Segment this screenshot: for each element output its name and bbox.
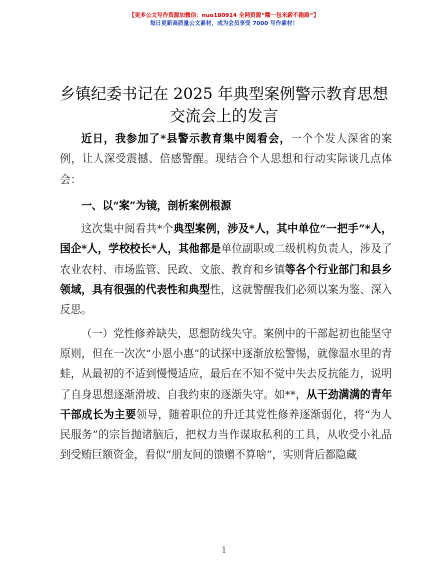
page-number: 1 xyxy=(221,546,227,555)
title-line-2: 交流会上的发言 xyxy=(169,107,279,125)
title-line-1: 乡镇纪委书记在 2025 年典型案例警示教育思想 xyxy=(59,85,389,103)
section-heading-1: 一、以“案”为镜，剖析案例根源 xyxy=(81,199,232,212)
intro-lead: 近日，我参加了*县警示教育集中阅看会， xyxy=(81,133,291,145)
document-body xyxy=(60,129,392,466)
overview-text-1: 这次集中阅看共*个 xyxy=(81,223,174,236)
subsection-text-2: 领导，随着职位的升迁其党性修养逐渐弱化，将“为人民服务”的宗旨抛诸脑后，把权力当作谋取私利的工具，从收受小礼品到受贿巨额资金，看似“朋友间的馈赠不算啥”，实则背后都隐藏 xyxy=(60,408,392,462)
overview-bold-1: 典型案例，涉及*人，其中单位“一把手”*人，国企*人，学校校长*人，其他都是 xyxy=(60,223,393,256)
overview-text-2: 单位副职或二级机构负责人，涉及了农业农村、市场监管、民政、文旅、教育和乡镇 xyxy=(60,243,392,276)
promo-banner-line-1: 【更多公文写作资源加微信：nuo180914 全网资源“糯一包米薪不跑路”】 xyxy=(129,13,319,19)
promo-banner-line-2: 每日更新高质量公文素材，成为会员享受 7000 写作素材！ xyxy=(149,21,299,27)
case-overview-paragraph xyxy=(60,219,392,320)
intro-rest: 一个个发人深省的案例，让人深受震撼、倍感警醒。现结合个人思想和行动实际谈几点体会： xyxy=(60,133,392,186)
overview-text-3: 性，这就警醒我们必须以案为鉴、深入反思。 xyxy=(60,284,393,317)
document-title xyxy=(40,83,408,127)
subsection-text-1: （一）党性修养缺失，思想防线失守。案例中的干部起初也能坚守原则，但在一次次“小恩小惠”的试探中逐渐放松警惕，就像温水里的青蛙，从最初的不适到慢慢适应，最后在不知不觉中失去反抗能力，说明了自身思想逐渐滑坡、自我约束的逐渐失守。如**， xyxy=(60,327,392,401)
intro-paragraph xyxy=(60,129,392,190)
subsection-bold-1: 从干劲满满的青年干部成长为主要 xyxy=(60,388,393,421)
promo-banner xyxy=(96,12,352,28)
overview-bold-2: 等各个行业部门和县乡领域，具有很强的代表性和典型 xyxy=(60,263,392,297)
subsection-1-paragraph xyxy=(60,324,392,466)
